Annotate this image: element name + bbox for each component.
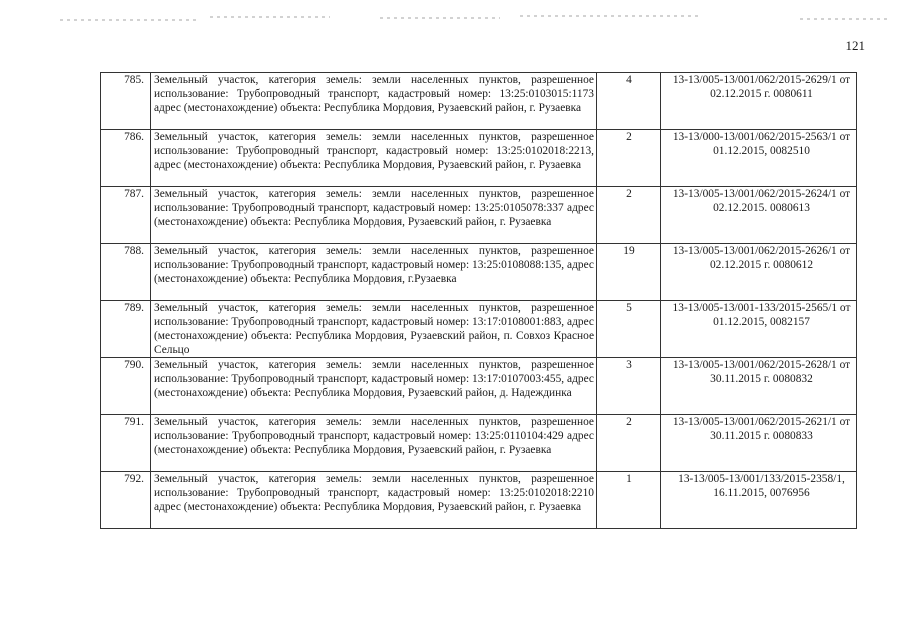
row-quantity: 5 bbox=[597, 301, 661, 358]
row-number: 787. bbox=[101, 187, 151, 244]
row-certificate: 13-13/005-13/001/062/2015-2626/1 от 02.12.2015 г. 0080612 bbox=[661, 244, 857, 301]
table-row bbox=[101, 244, 857, 301]
row-description: Земельный участок, категория земель: земли населенных пунктов, разрешенное использование: Трубопроводный транспорт, кадастровый номер: 13:25:0110104:429 адрес (местонахождение) объекта: Республика Мордовия, Рузаевский район, г. Рузаевка bbox=[151, 415, 597, 472]
row-description: Земельный участок, категория земель: земли населенных пунктов, разрешенное использование: Трубопроводный транспорт, кадастровый номер: 13:25:0105078:337 адрес (местонахождение) объекта: Республика Мордовия, Рузаевский район, г. Рузаевка bbox=[151, 187, 597, 244]
row-quantity: 2 bbox=[597, 415, 661, 472]
row-certificate: 13-13/005-13/001/062/2015-2629/1 от 02.12.2015 г. 0080611 bbox=[661, 73, 857, 130]
row-certificate: 13-13/005-13/001/062/2015-2624/1 от 02.12.2015. 0080613 bbox=[661, 187, 857, 244]
table-row bbox=[101, 130, 857, 187]
row-quantity: 3 bbox=[597, 358, 661, 415]
page-number: 121 bbox=[845, 38, 865, 53]
row-certificate: 13-13/005-13/001/062/2015-2628/1 от 30.11.2015 г. 0080832 bbox=[661, 358, 857, 415]
row-quantity: 2 bbox=[597, 130, 661, 187]
row-certificate: 13-13/005-13/001/133/2015-2358/1, 16.11.2015, 0076956 bbox=[661, 472, 857, 529]
table-row bbox=[101, 415, 857, 472]
row-number: 789. bbox=[101, 301, 151, 358]
row-description: Земельный участок, категория земель: земли населенных пунктов, разрешенное использование: Трубопроводный транспорт, кадастровый номер: 13:25:0103015:1173 адрес (местонахождение) объекта: Республика Мордовия, Рузаевский район, г. Рузаевка bbox=[151, 73, 597, 130]
row-certificate: 13-13/005-13/001-133/2015-2565/1 от 01.12.2015, 0082157 bbox=[661, 301, 857, 358]
row-certificate: 13-13/005-13/001/062/2015-2621/1 от 30.11.2015 г. 0080833 bbox=[661, 415, 857, 472]
table-row bbox=[101, 187, 857, 244]
row-number: 792. bbox=[101, 472, 151, 529]
table-row bbox=[101, 358, 857, 415]
row-number: 788. bbox=[101, 244, 151, 301]
table-row bbox=[101, 301, 857, 358]
row-description: Земельный участок, категория земель: земли населенных пунктов, разрешенное использование: Трубопроводный транспорт, кадастровый номер: 13:25:0102018:2213, адрес (местонахождение) объекта: Республика Мордовия, Рузаевский район, г. Рузаевка bbox=[151, 130, 597, 187]
row-description: Земельный участок, категория земель: земли населенных пунктов, разрешенное использование: Трубопроводный транспорт, кадастровый номер: 13:25:0102018:2210 адрес (местонахождение) объекта: Республика Мордовия, Рузаевский район, г. Рузаевка bbox=[151, 472, 597, 529]
row-number: 791. bbox=[101, 415, 151, 472]
row-description: Земельный участок, категория земель: земли населенных пунктов, разрешенное использование: Трубопроводный транспорт, кадастровый номер: 13:25:0108088:135, адрес (местонахождение) объекта: Республика Мордовия, г.Рузаевка bbox=[151, 244, 597, 301]
row-quantity: 19 bbox=[597, 244, 661, 301]
table-row bbox=[101, 472, 857, 529]
row-quantity: 4 bbox=[597, 73, 661, 130]
table-row bbox=[101, 73, 857, 130]
row-description: Земельный участок, категория земель: земли населенных пунктов, разрешенное использование: Трубопроводный транспорт, кадастровый номер: 13:17:0108001:883, адрес (местонахождение) объекта: Республика Мордовия, Рузаевский район, п. Совхоз Красное Сельцо bbox=[151, 301, 597, 358]
row-description: Земельный участок, категория земель: земли населенных пунктов, разрешенное использование: Трубопроводный транспорт, кадастровый номер: 13:17:0107003:455, адрес (местонахождение) объекта: Республика Мордовия, Рузаевский район, д. Надеждинка bbox=[151, 358, 597, 415]
row-certificate: 13-13/000-13/001/062/2015-2563/1 от 01.12.2015, 0082510 bbox=[661, 130, 857, 187]
row-quantity: 1 bbox=[597, 472, 661, 529]
land-plot-table bbox=[100, 72, 857, 529]
row-number: 786. bbox=[101, 130, 151, 187]
row-number: 785. bbox=[101, 73, 151, 130]
row-quantity: 2 bbox=[597, 187, 661, 244]
row-number: 790. bbox=[101, 358, 151, 415]
scan-artifacts-top bbox=[0, 0, 905, 40]
